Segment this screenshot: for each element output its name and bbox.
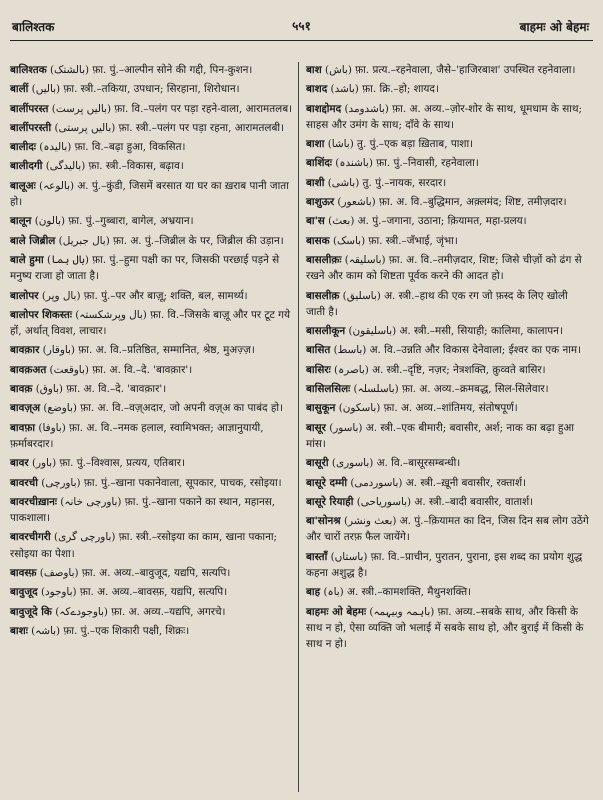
entry-headword: बावुजूदे कि xyxy=(10,605,52,618)
dictionary-entry xyxy=(306,455,590,471)
dictionary-entry xyxy=(306,175,590,191)
entry-definition: (باسلیقون) अ. स्त्री.–मसी, सियाही; कालिमा, कालापन। xyxy=(345,325,563,338)
dictionary-entry xyxy=(10,362,294,378)
entry-headword: बालीं xyxy=(10,83,29,96)
entry-headword: बा'स xyxy=(306,215,325,228)
entry-headword: बाशी xyxy=(306,176,325,189)
dictionary-entry xyxy=(10,381,294,397)
entry-headword: बावर xyxy=(10,457,29,470)
entry-definition: (باشا) तु. पुं.–एक बड़ा ख़िताब, पाशा। xyxy=(324,138,474,151)
entry-headword: बासूर xyxy=(306,421,326,434)
header-right-guideword: बाहमः ओ बेहमः xyxy=(519,20,589,34)
entry-definition: (باسک) फ़ा. स्त्री.–जँभाई, जृंभा। xyxy=(329,234,458,247)
entry-headword: बावरचीगरी xyxy=(10,531,51,544)
entry-definition: (باشندہ) फ़ा. पुं.–निवासी, रहनेवाला। xyxy=(332,157,479,170)
entry-definition: (بال وپر) फ़ा. पुं.–पर और बाज़ू; शक्ति, बल, सामर्थ्य। xyxy=(38,289,248,302)
dictionary-entry xyxy=(10,62,294,78)
dictionary-entry xyxy=(306,194,590,210)
entry-definition: (باوقار) फ़ा. अ. वि.–प्रतिष्ठित, सम्मानित, श्रेष्ठ, मुअज़्ज़। xyxy=(39,344,255,357)
dictionary-entry xyxy=(10,623,294,639)
dictionary-entry xyxy=(306,252,590,285)
entry-headword: बासूरे दम्मी xyxy=(306,476,348,489)
entry-definition: (بال ہما) फ़ा. पुं.–हुमा पक्षी का पर, जिसकी परछाई पड़ने से मनुष्य राजा हो जाता है। xyxy=(10,253,280,283)
dictionary-entry xyxy=(10,252,294,285)
entry-headword: बासूरे रियाही xyxy=(306,495,354,508)
entry-definition: (باشعور) फ़ा. अ. वि.–बुद्धिमान, अक़्लमंद; शिष्ट, तमीज़दार। xyxy=(334,196,567,209)
column-divider xyxy=(298,62,299,792)
entry-definition: (باہمہ وبیہمہ) फ़ा. अव्य.–सबके साथ, और किसी के साथ न हो, ऐसा व्यक्ति जो भलाई में सबके साथ हो, और बुराई में किसी के साथ न हो। xyxy=(306,605,584,651)
entry-headword: बालीदगी xyxy=(10,160,43,173)
dictionary-entry xyxy=(306,584,590,600)
entry-headword: बावक़ार xyxy=(10,344,40,357)
entry-definition: (باوفا) फ़ा. अ. वि.–नमक हलाल, स्वामिभक्त; आज्ञानुयायी, फ़र्माबरदार। xyxy=(10,421,264,450)
dictionary-entry xyxy=(306,549,590,582)
entry-headword: बावज़्अ xyxy=(10,402,41,415)
entry-definition: (بالیں پرست) फ़ा. वि.–पलंग पर पड़ा रहने-वाला, आरामतलब। xyxy=(48,102,293,115)
entry-definition: (باسلیق) अ. स्त्री.–हाथ की एक रग जो फ़स्द के लिए खोली जाती है। xyxy=(306,289,568,318)
entry-definition: (باورچی) फ़ा. पुं.–खाना पकानेवाला, सूपकार, पाचक, रसोइया। xyxy=(37,476,282,489)
entry-headword: बावुजूद xyxy=(10,586,38,599)
entry-definition: (بالیدہ) फ़ा. वि.–बढ़ा हुआ, विकसित। xyxy=(35,141,186,154)
entry-headword: बासूरी xyxy=(306,457,329,470)
dictionary-entry xyxy=(306,420,590,453)
page-header xyxy=(10,14,593,41)
dictionary-entry xyxy=(10,307,294,340)
entry-headword: बालिश्तक xyxy=(10,64,47,76)
entry-definition: (باوق) फ़ा. अ. वि.–दे. 'बावक़ार'। xyxy=(32,383,167,396)
dictionary-entry xyxy=(306,62,590,78)
entry-definition: (باستاں) फ़ा. वि.–प्राचीन, पुरातन, पुराना, इस शब्द का प्रयोग शुद्ध कहना अशुद्ध है। xyxy=(306,550,583,580)
dictionary-entry xyxy=(306,362,590,378)
entry-definition: (بالیں پرستی) फ़ा. स्त्री.–पलंग पर पड़ा रहना, आरामतलबी। xyxy=(51,121,285,134)
entry-definition: (باوصف) फ़ा. अ. अव्य.–बावुजूद, यद्यपि, सत्यपि। xyxy=(36,567,231,580)
entry-definition: (باور) फ़ा. पुं.–विश्वास, प्रत्यय, एतिबार। xyxy=(28,457,185,470)
entry-headword: बालूअः xyxy=(10,179,36,192)
entry-headword: बासलीक़ xyxy=(306,289,340,302)
dictionary-entry xyxy=(10,288,294,304)
right-column xyxy=(306,62,590,656)
entry-definition: (باسور) अ. स्त्री.–एक बीमारी; बवासीर, अर्श; नाक का बढ़ा हुआ मांस। xyxy=(306,421,574,450)
entry-definition: (بالشتک) फ़ा. पुं.–आल्पीन सोने की गद्दी, पिन-कुशन। xyxy=(46,64,253,76)
entry-definition: (باوضع) फ़ा. अ. वि.–वज़्अदार, जो अपनी वज़्अ का पाबंद हो। xyxy=(40,402,284,415)
entry-headword: बासलीकून xyxy=(306,325,346,338)
entry-headword: बालोपर शिकस्तः xyxy=(10,308,72,321)
entry-definition: (باشی) तु. पुं.–नायक, सरदार। xyxy=(324,176,447,189)
dictionary-entry xyxy=(10,494,294,527)
dictionary-entry xyxy=(306,81,590,97)
dictionary-entry xyxy=(10,120,294,136)
dictionary-entry xyxy=(306,513,590,546)
entry-definition: (باشدومد) फ़ा. अ. अव्य.–ज़ोर-शोर के साथ, धूमधाम के साथ; साहस और उमंग के साथ; दाँवे के साथ। xyxy=(306,102,583,131)
entry-headword: बावरची xyxy=(10,476,38,489)
entry-definition: (بالیدگی) फ़ा. स्त्री.–विकास, बढ़ाव। xyxy=(42,160,184,173)
dictionary-entry xyxy=(306,155,590,171)
dictionary-entry xyxy=(306,233,590,249)
dictionary-entry xyxy=(10,139,294,155)
entry-definition: (باوقعت) फ़ा. अ. वि.–दे. 'बावक़ार'। xyxy=(46,363,193,376)
dictionary-entry xyxy=(306,288,590,321)
entry-headword: बा'सोनश्र xyxy=(306,515,341,528)
entry-headword: बाशा xyxy=(306,138,325,151)
entry-definition: (بال جبریل) फ़ा. अ. पुं.–जिब्रील के पर, जिब्रील की उड़ान। xyxy=(55,234,284,247)
dictionary-entry xyxy=(306,213,590,229)
entry-definition: (باشد) फ़ा. क्रि.–हो; शायद। xyxy=(327,83,439,96)
dictionary-entry xyxy=(306,400,590,416)
entry-definition: (بعث) अ. पुं.–जगाना, उठाना; क़ियामत, महा-प्रलय। xyxy=(324,215,527,228)
entry-headword: बाशिंदः xyxy=(306,157,332,170)
dictionary-entry xyxy=(10,584,294,600)
dictionary-entry xyxy=(10,604,294,620)
dictionary-entry xyxy=(10,158,294,174)
entry-headword: बाह xyxy=(306,586,321,599)
entry-definition: (باسلیقہ) फ़ा. अ. वि.–तमीज़दार, शिष्ट; जिसे चीज़ों को ढंग से रखने और काम को शिष्टता पूर्वक करने की आदत हो। xyxy=(306,253,582,283)
dictionary-entry xyxy=(10,420,294,453)
dictionary-entry xyxy=(10,475,294,491)
dictionary-entry xyxy=(306,381,590,397)
entry-headword: बासित xyxy=(306,344,331,357)
entry-headword: बास्ताँ xyxy=(306,550,328,563)
dictionary-entry xyxy=(306,494,590,510)
entry-headword: बालींपरस्त xyxy=(10,102,49,115)
dictionary-entry xyxy=(306,342,590,358)
entry-headword: बासिलसिलः xyxy=(306,383,351,396)
entry-headword: बावरचीख़ानः xyxy=(10,495,57,508)
entry-headword: बालोपर xyxy=(10,289,39,302)
entry-headword: बावक़अत xyxy=(10,363,47,376)
entry-definition: (باش) फ़ा. प्रत्य.–रहनेवाला, जैसे–'हाजिरबाश' उपस्थित रहनेवाला। xyxy=(321,64,576,76)
dictionary-entry xyxy=(306,323,590,339)
entry-headword: बाश xyxy=(306,64,322,76)
dictionary-entry xyxy=(306,475,590,491)
entry-definition: (باسکون) फ़ा. अ. अव्य.–शांतिमय, संतोषपूर्ण। xyxy=(335,402,518,415)
entry-definition: (باصرہ) अ. स्त्री.–दृष्टि, नज़र; नेत्रशक्ति, क़ुव्वते बासिर। xyxy=(330,363,546,376)
dictionary-entry xyxy=(10,342,294,358)
entry-headword: बावक़ xyxy=(10,383,33,396)
entry-headword: बालींपरस्ती xyxy=(10,121,52,134)
dictionary-entry xyxy=(306,101,590,134)
entry-headword: बावस्फ़ xyxy=(10,567,37,580)
entry-definition: (بعث ونشر) अ. पुं.–क़ियामत का दिन, जिस दिन सब लोग उठेंगे और चारों तरफ़ फैल जायेंगे। xyxy=(306,515,589,544)
dictionary-entry xyxy=(10,565,294,581)
entry-headword: बाशद xyxy=(306,83,328,96)
header-left-guideword: बालिश्तक xyxy=(12,20,55,34)
dictionary-entry xyxy=(10,178,294,211)
entry-headword: बाशद्दोमद xyxy=(306,102,342,115)
entry-headword: बाले हुमा xyxy=(10,253,44,266)
dictionary-entry xyxy=(10,101,294,117)
entry-headword: बासुकून xyxy=(306,402,336,415)
entry-headword: बावफ़ा xyxy=(10,421,36,434)
entry-definition: (باہ) अ. स्त्री.–कामशक्ति, मैथुनशक्ति। xyxy=(320,586,472,599)
entry-headword: बाहमः ओ बेहमः xyxy=(306,605,367,618)
entry-headword: बाशुऊर xyxy=(306,196,335,209)
entry-headword: बालीदः xyxy=(10,141,36,154)
dictionary-entry xyxy=(10,233,294,249)
entry-headword: बासक xyxy=(306,234,330,247)
entry-definition: (بال وپرشکستہ) फ़ा. वि.–जिसके बाज़ू और पर टूट गये हों, अर्थात् विवश, लाचार। xyxy=(10,308,291,338)
dictionary-entry xyxy=(10,81,294,97)
entry-definition: (باوجود) फ़ा. अ. अव्य.–बावस्फ़, यद्यपि, सत्यपि। xyxy=(37,586,228,599)
entry-headword: बासलीक़ः xyxy=(306,253,342,266)
dictionary-entry xyxy=(10,529,294,562)
entry-definition: (بالوعہ) अ. पुं.–कुंडी, जिसमें बरसात या घर का ख़राब पानी जाता हो। xyxy=(10,179,289,209)
entry-headword: बाशः xyxy=(10,624,28,637)
entry-definition: (باسوردمی) अ. स्त्री.–ख़ूनी बवासीर, रक्तार्श। xyxy=(347,476,526,489)
entry-definition: (باورچی خانہ) फ़ा. पुं.–खाना पकाने का स्थान, महानस, पाकशाला। xyxy=(10,495,276,525)
dictionary-entry xyxy=(10,213,294,229)
entry-headword: बाले जिब्रील xyxy=(10,234,56,247)
dictionary-entry xyxy=(10,400,294,416)
entry-definition: (باسوری) अ. वि.–बासूरसम्बन्धी। xyxy=(328,457,461,470)
page-number: ५५१ xyxy=(292,19,311,33)
entry-definition: (باشہ) फ़ा. पुं.–एक शिकारी पक्षी, शिक्रः। xyxy=(27,624,190,637)
entry-definition: (باسلسلہ) फ़ा. अ. अव्य.–क्रमबद्ध, सिल-सिलेवार। xyxy=(350,383,549,396)
entry-headword: बालून xyxy=(10,215,32,228)
dictionary-entry xyxy=(306,136,590,152)
entry-definition: (باسوریاحی) अ. स्त्री.–बादी बवासीर, वातार्श। xyxy=(353,495,534,508)
left-column xyxy=(10,62,294,642)
entry-definition: (بالیں) फ़ा. स्त्री.–तकिया, उपधान; सिरहाना, शिरोधान। xyxy=(28,83,240,96)
entry-definition: (باسط) अ. वि.–उन्नति और विकास देनेवाला; ईश्वर का एक नाम। xyxy=(330,344,582,357)
entry-headword: बासिरः xyxy=(306,363,331,376)
entry-definition: (باوجودےکہ) फ़ा. अ. अव्य.–यद्यपि, अगरचे। xyxy=(51,605,226,618)
entry-definition: (بالون) फ़ा. पुं.–गुब्बारा, बागेल, अभ्रयान। xyxy=(31,215,194,228)
entry-definition: (باورچی گری) फ़ा. स्त्री.–रसोइया का काम, खाना पकाना; रसोइया का पेशा। xyxy=(10,531,278,560)
dictionary-entry xyxy=(10,455,294,471)
dictionary-entry xyxy=(306,604,590,653)
